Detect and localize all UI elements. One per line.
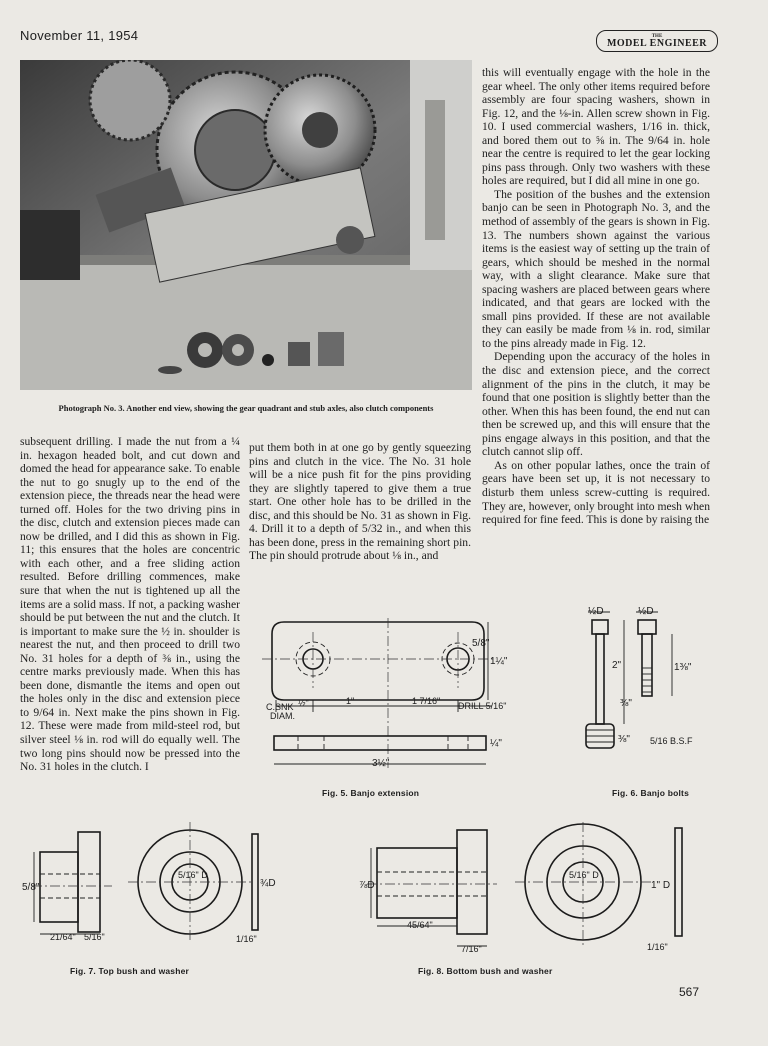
bolt2-shank — [642, 634, 652, 696]
issue-date: November 11, 1954 — [20, 28, 139, 43]
masthead-name: MODEL ENGINEER — [606, 37, 708, 49]
bolt1-head — [592, 620, 608, 634]
paragraph: this will eventually engage with the hole in the gear wheel. The only other items required before assembly are four spacing washers, shown in Fig. 12, and the ⅛-in. Allen screw shown in Fig. 10. I used commercial washers, 1/16 in. thick, and bored them out to ⅝ in. The 9/64 in. hole near the centre is required to let the gear locking pins pass through. Only two washers with these holes are required, but I did all mine in one go. — [482, 66, 710, 188]
paragraph: Depending upon the accuracy of the holes in the disc and extension piece, and the correct alignment of the pins in the clutch, it may be found that one position is slightly better than the other. When this has been found, the end nut can then be screwed up, and this will ensure that the pins engage always in this position, and that the clutch cannot slip off. — [482, 350, 710, 459]
photograph-lathe-gears — [20, 60, 472, 390]
paragraph: put them both in at one go by gently squeezing pins and clutch in the vice. The No. 31 hole will be a nice push fit for the pins providing they are slightly tapered to give them a true start. One other hole has to be drilled in the disc, and this should be No. 31 as shown in Fig. 4. Drill it to a depth of 5/32 in., and when this has been done, press in the remaining short pin. The pin should protrude about ⅛ in., and — [249, 441, 471, 563]
dim-21-64: 21/64" — [50, 932, 76, 942]
photograph-caption: Photograph No. 3. Another end view, showing the gear quadrant and stub axles, also clutch components — [58, 403, 434, 413]
masthead-logo — [596, 30, 718, 52]
page-number: 567 — [679, 985, 700, 999]
dim-3-8-a: ⅜" — [620, 698, 632, 709]
dim-3-8-b: ⅜" — [618, 734, 630, 745]
dim-5-8: 5/8" — [22, 882, 40, 893]
washer-side — [675, 828, 682, 936]
bolt1-shank — [596, 634, 604, 724]
dim-half-d-1: ½D — [588, 606, 604, 617]
dim-csnk: C.SNK — [266, 702, 294, 712]
dim-7-16: 7/16" — [461, 944, 482, 954]
paragraph: The position of the bushes and the extension banjo can be seen in Photograph No. 3, and the method of assembly of the gears is shown in Fig. 13. The numbers shown against the various items is the easiest way of setting up the train of gears, which should be meshed in the normal way, with a slight clearance. Make sure that spacing washers are placed between gears where indicated, and that gears are locked with the small pins provided. If these are not available they can easily be made from ⅛ in. rod, similar to the pins already made in Fig. 12. — [482, 187, 710, 350]
bush-flange — [78, 832, 100, 932]
dim-1-16: 1/16" — [236, 934, 257, 944]
dim-half-d-2: ½D — [638, 606, 654, 617]
fig7-caption: Fig. 7. Top bush and washer — [70, 966, 190, 976]
top-bush-drawing — [20, 822, 280, 962]
bush-collar — [40, 852, 78, 922]
fig6-caption: Fig. 6. Banjo bolts — [612, 788, 689, 798]
column-left — [20, 435, 240, 774]
banjo-bolts-drawing — [574, 602, 724, 778]
dim-drill: DRILL 5/16" — [458, 701, 507, 711]
bush-flange — [457, 830, 487, 934]
bottom-bush-drawing — [355, 822, 695, 962]
photograph-illustration — [20, 60, 472, 390]
dim-3-4-d: ¾D — [260, 878, 276, 889]
masthead-the: THE — [651, 33, 663, 39]
dim-2: 2" — [612, 660, 622, 671]
banjo-side-view — [274, 736, 486, 750]
dim-7-8-d: ⅞D — [359, 880, 375, 891]
dim-5-16: 5/16" — [84, 932, 105, 942]
dim-5-16-d: 5/16" D — [178, 870, 208, 880]
figure-banjo-extension — [262, 618, 522, 788]
dim-1-16: 1/16" — [647, 942, 668, 952]
dim-diam: DIAM. — [270, 711, 296, 721]
figure-bottom-bush — [355, 822, 695, 962]
column-right — [482, 66, 710, 527]
dim-1-2: ½" — [298, 698, 309, 708]
dim-5-16-d: 5/16" D — [569, 870, 599, 880]
dim-1-1-4: 1¼" — [490, 656, 508, 667]
dim-1-4: ¼" — [490, 738, 502, 749]
dim-1-7-16: 1 7/16" — [412, 696, 441, 706]
fig8-caption: Fig. 8. Bottom bush and washer — [418, 966, 553, 976]
fig5-caption: Fig. 5. Banjo extension — [322, 788, 420, 798]
figure-banjo-bolts — [574, 602, 724, 778]
dim-5-8: 5/8" — [472, 638, 490, 649]
paragraph: subsequent drilling. I made the nut from a ¼ in. hexagon headed bolt, and cut down and domed the head for appearance sake. To enable the nut to go snugly up to the end of the extension piece, the threads near the head were turned off. Holes for the two driving pins in the disc, clutch and extension pieces made can now be drilled, and I did this as shown in Fig. 11; this ensures that the holes are concentric with each other, and a free sliding action resulted. Before drilling commences, make sure that when the nut is tightened up all the items are a solid mass. If not, a packing washer should be put between the nut and the clutch. It is important to make sure the ½ in. shoulder is nearest the nut, and then proceed to drill two No. 31 holes for a depth of ⅜ in., using the centre marks previously made. When this has been done, dismantle the items and open out the holes only in the disc and extension piece to 9/64 in. Next make the pins shown in Fig. 12. These were made from mild-steel rod, but silver steel ⅛ in. rod will do equally well. The two long pins should now be pressed into the No. 31 holes in the clutch. I — [20, 435, 240, 774]
dim-1-d: 1" D — [651, 880, 671, 891]
dim-45-64: 45/64" — [407, 920, 433, 930]
figure-top-bush — [20, 822, 280, 962]
paragraph: As on other popular lathes, once the train of gears have been set up, it is not necessary to disturb them unless screw-cutting is required. They are, however, only brought into mesh when required for fine feed. This is done by raising the — [482, 458, 710, 527]
dim-3-1-2: 3½" — [372, 758, 390, 769]
dim-1: 1" — [346, 696, 355, 706]
banjo-extension-drawing — [262, 618, 522, 788]
column-middle — [249, 441, 471, 563]
washer-side — [252, 834, 258, 930]
bush-collar — [377, 848, 457, 918]
dim-bsf: 5/16 B.S.F — [650, 736, 693, 746]
bolt2-head — [638, 620, 656, 634]
dim-1-3-8: 1⅜" — [674, 662, 692, 673]
